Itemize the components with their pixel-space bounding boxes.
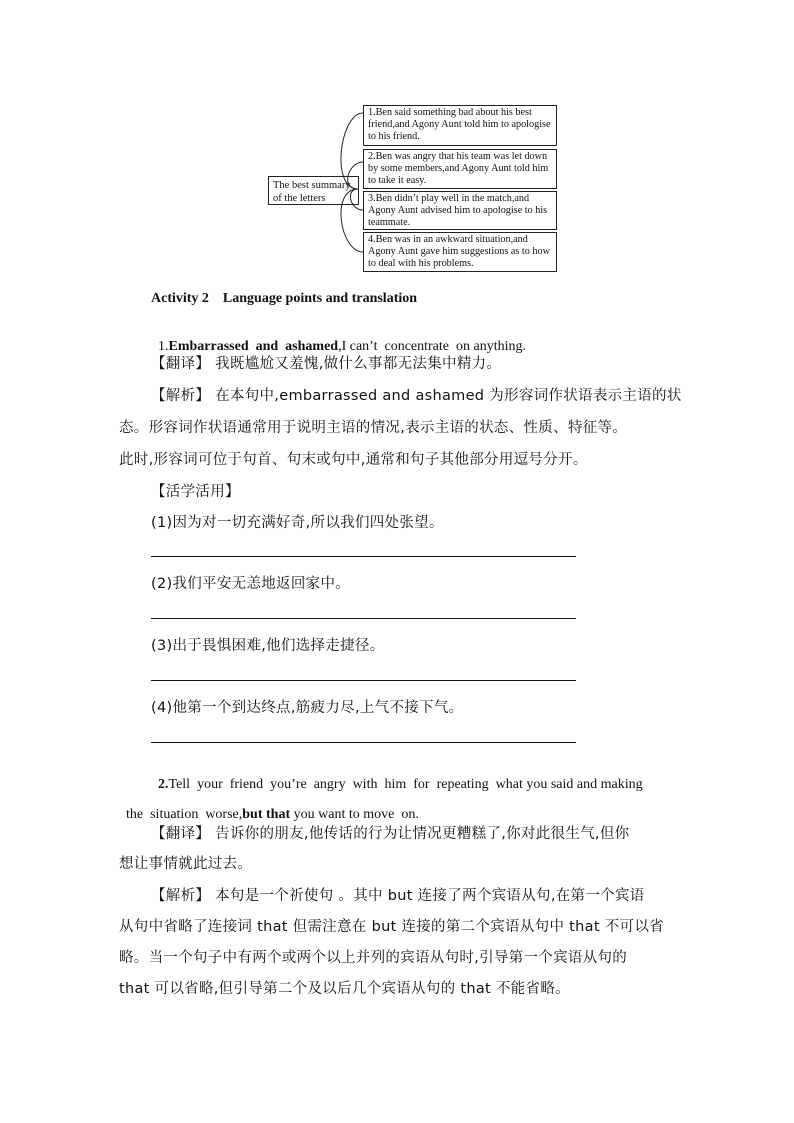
point2-sentence-line1 xyxy=(151,761,643,793)
point2-analysis-line2: 从句中省略了连接词 that 但需注意在 but 连接的第二个宾语从句中 that 不可以省 xyxy=(119,919,664,935)
point2-text: Tell your friend you’re angry with him for repeating what you said and making xyxy=(168,777,643,792)
mindmap-item-3: 3.Ben didn’t play well in the match,and Agony Aunt advised him to apologise to his teammate. xyxy=(363,191,557,230)
point2-bold: but that xyxy=(242,807,291,822)
answer-line-4[interactable] xyxy=(151,742,576,743)
mindmap-item-4: 4.Ben was in an awkward situation,and Agony Aunt gave him suggestions as to how to deal with his problems. xyxy=(363,232,557,272)
point2-translation-line2: 想让事情就此过去。 xyxy=(119,856,253,872)
point1-sentence xyxy=(151,323,526,355)
exercise-2: (2)我们平安无恙地返回家中。 xyxy=(151,576,351,592)
answer-line-1[interactable] xyxy=(151,556,576,557)
point1-number: 1. xyxy=(158,339,169,354)
point2-sentence-line2 xyxy=(119,791,419,823)
analysis-text: 本句是一个祈使句 。其中 but 连接了两个宾语从句,在第一个宾语 xyxy=(210,888,645,904)
point1-analysis-line1 xyxy=(151,384,682,405)
analysis-text: 在本句中,embarrassed and ashamed 为形容词作状语表示主语的状 xyxy=(210,388,682,404)
point2-text-c: you want to move on. xyxy=(290,807,419,822)
point2-number: 2. xyxy=(158,777,169,792)
point1-analysis-line3: 此时,形容词可位于句首、句末或句中,通常和句子其他部分用逗号分开。 xyxy=(119,452,588,468)
mindmap-root: The best summary of the letters xyxy=(268,176,359,205)
point1-translation xyxy=(151,352,501,373)
practice-tag: 【活学活用】 xyxy=(151,484,240,500)
translation-text: 我既尴尬又羞愧,做什么事都无法集中精力。 xyxy=(210,356,502,372)
activity-title: Activity 2 Language points and translation xyxy=(151,291,418,306)
point1-bold: Embarrassed and ashamed xyxy=(168,339,339,354)
point1-analysis-line2: 态。形容词作状语通常用于说明主语的情况,表示主语的状态、性质、特征等。 xyxy=(119,420,628,436)
mindmap-item-1: 1.Ben said something bad about his best friend,and Agony Aunt told him to apologise to his friend. xyxy=(363,105,557,146)
point2-analysis-line4: that 可以省略,但引导第二个及以后几个宾语从句的 that 不能省略。 xyxy=(119,981,570,997)
exercise-1: (1)因为对一切充满好奇,所以我们四处张望。 xyxy=(151,515,444,531)
translation-tag: 【翻译】 xyxy=(151,356,211,372)
point2-analysis-line3: 略。当一个句子中有两个或两个以上并列的宾语从句时,引导第一个宾语从句的 xyxy=(119,950,628,966)
mindmap-item-2: 2.Ben was angry that his team was let down by some members,and Agony Aunt told him to take it easy. xyxy=(363,149,557,189)
answer-line-2[interactable] xyxy=(151,618,576,619)
answer-line-3[interactable] xyxy=(151,680,576,681)
translation-text: 告诉你的朋友,他传话的行为让情况更糟糕了,你对此很生气,但你 xyxy=(210,826,630,842)
translation-tag: 【翻译】 xyxy=(151,826,211,842)
point2-translation-line1 xyxy=(151,822,629,843)
point2-text-a: the situation worse, xyxy=(126,807,243,822)
exercise-4: (4)他第一个到达终点,筋疲力尽,上气不接下气。 xyxy=(151,700,464,716)
analysis-tag: 【解析】 xyxy=(151,888,211,904)
point1-rest: ,I can’t concentrate on anything. xyxy=(338,339,526,354)
analysis-tag: 【解析】 xyxy=(151,388,211,404)
exercise-3: (3)出于畏惧困难,他们选择走捷径。 xyxy=(151,638,385,654)
point2-analysis-line1 xyxy=(151,884,645,905)
